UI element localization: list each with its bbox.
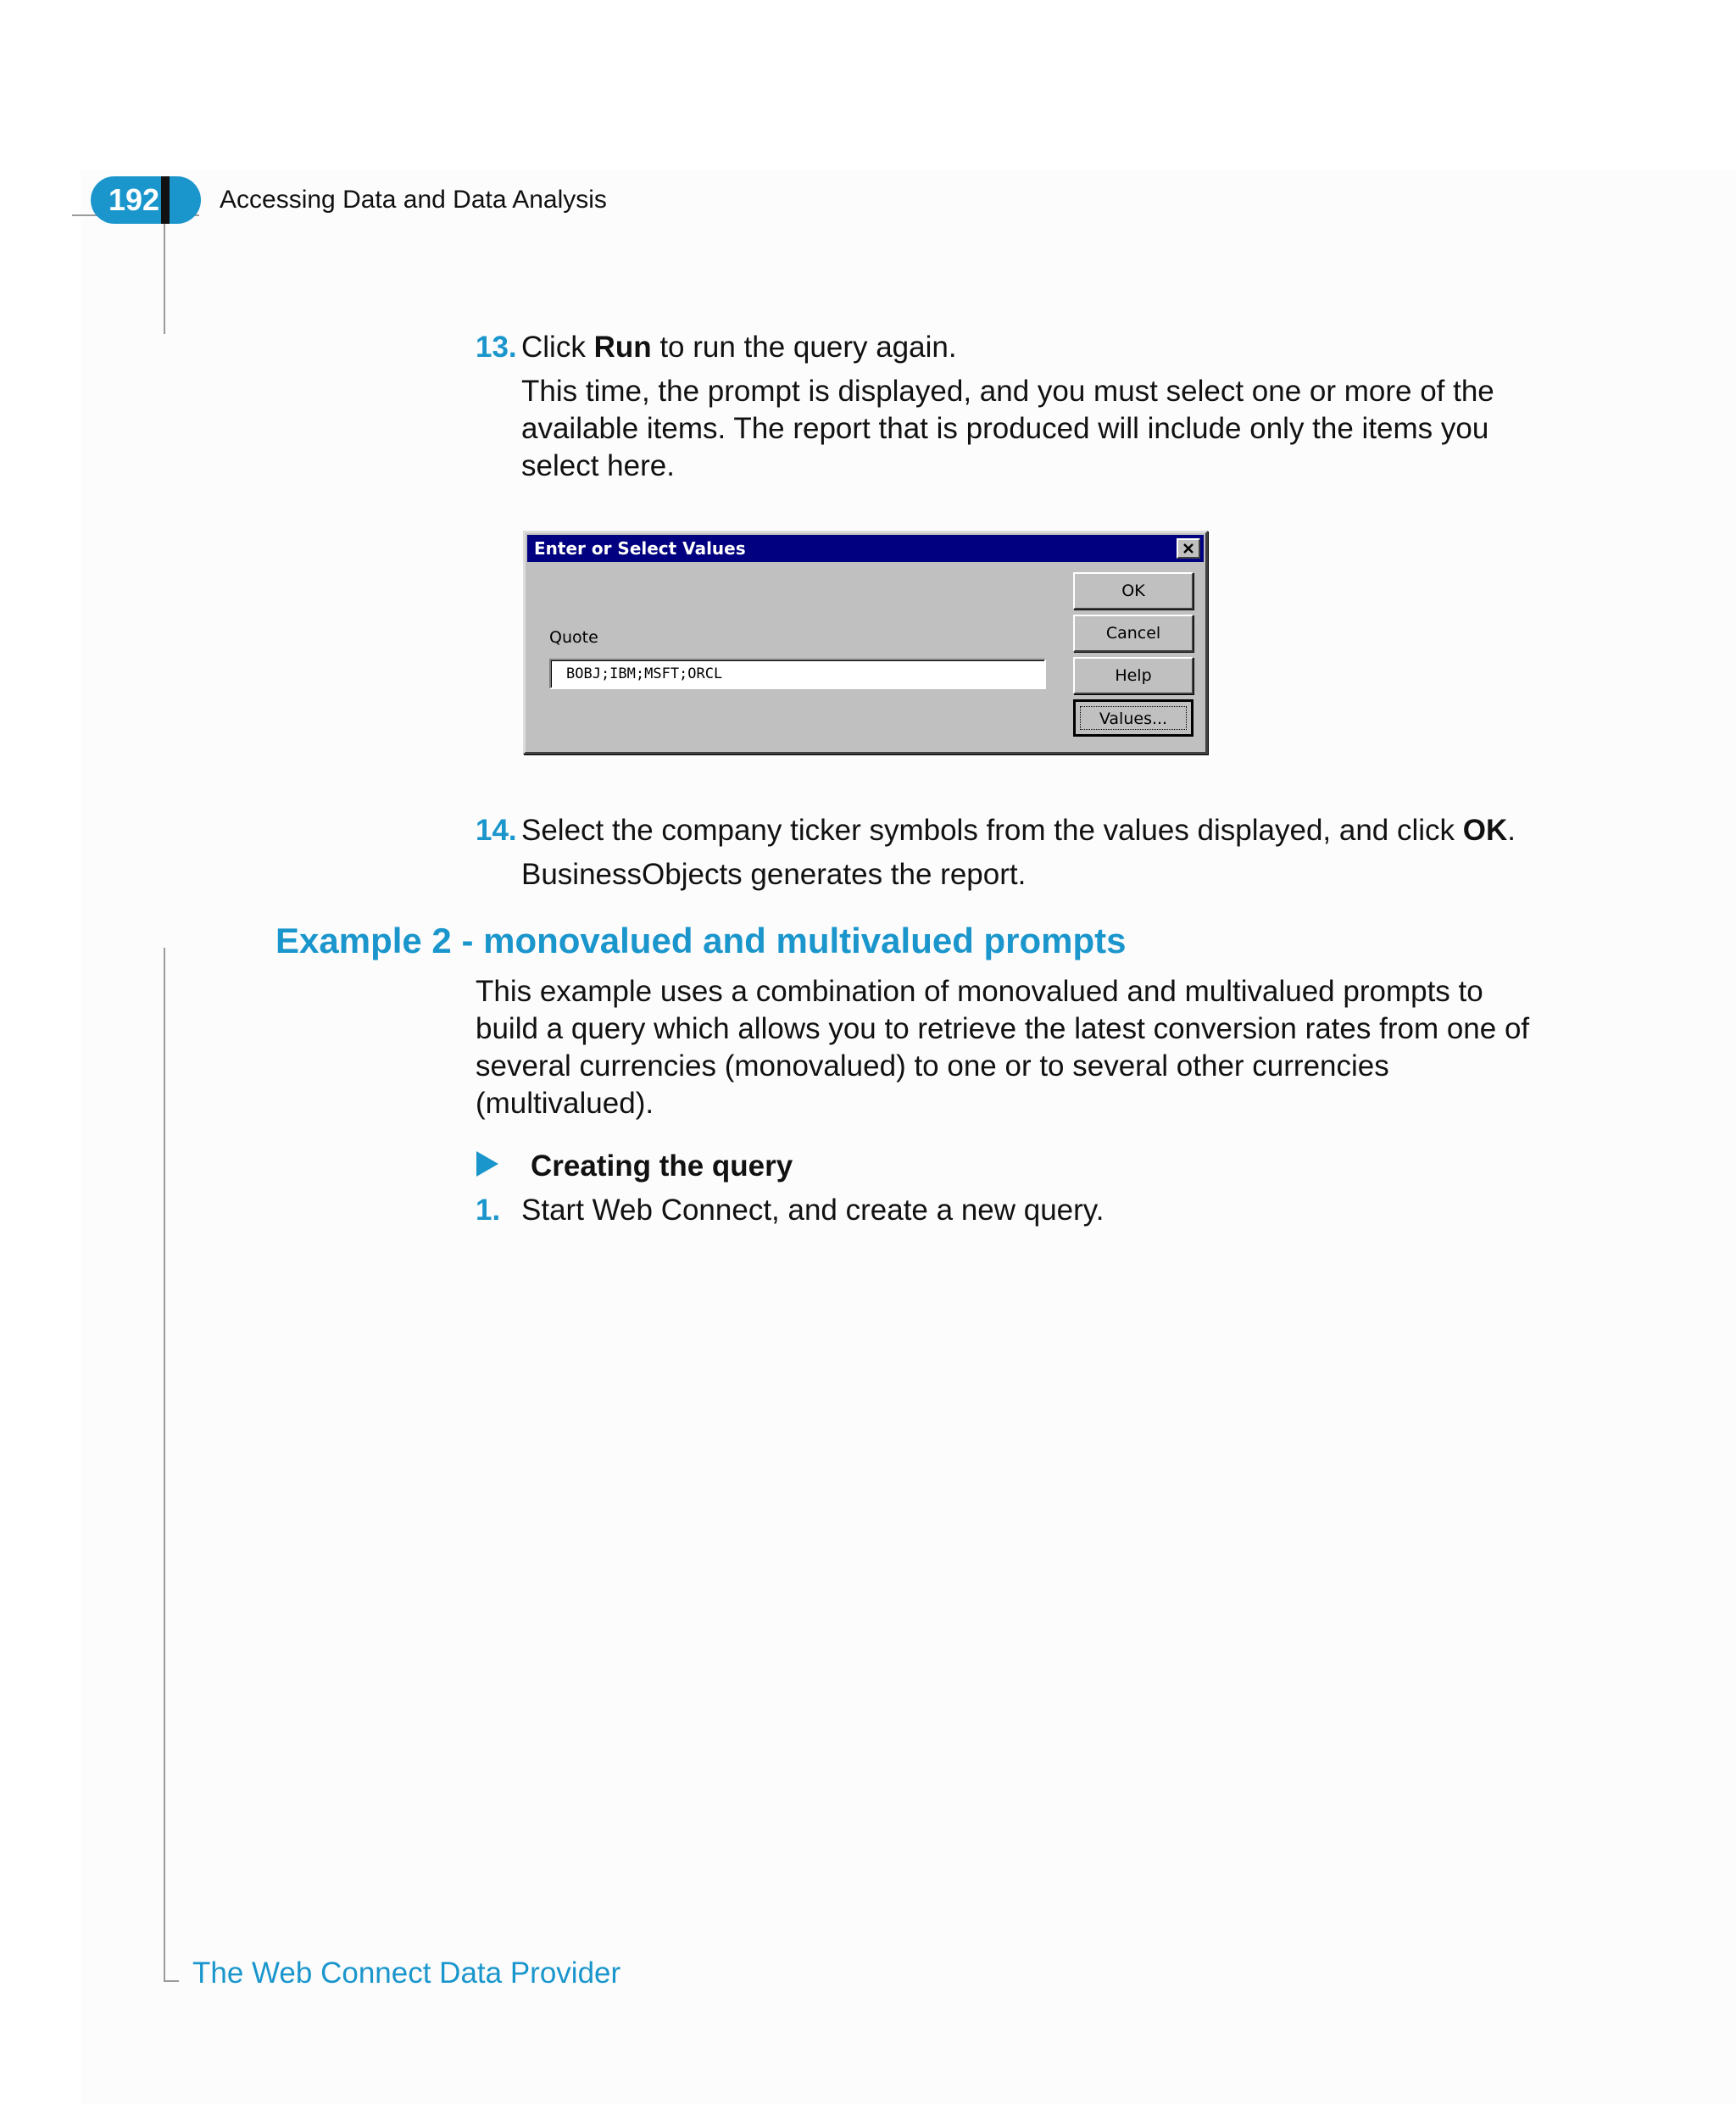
margin-rule-top: [164, 224, 165, 334]
running-header-title: Accessing Data and Data Analysis: [220, 186, 607, 214]
step-13-para-line-2: available items. The report that is produced will include only the items you: [521, 412, 1489, 445]
values-button[interactable]: [1073, 699, 1194, 737]
step-14-bold-ok: OK: [1462, 814, 1508, 847]
example-2-heading: Example 2 - monovalued and multivalued prompts: [275, 921, 1127, 960]
example-2-para-line-4: (multivalued).: [476, 1087, 654, 1120]
step-14-result: BusinessObjects generates the report.: [521, 858, 1027, 891]
step-1-text: Start Web Connect, and create a new query.: [521, 1194, 1104, 1227]
example-2-para-line-3: several currencies (monovalued) to one or to several other currencies: [476, 1049, 1389, 1083]
step-13-number: 13.: [476, 331, 517, 364]
page-number-bar: [161, 176, 170, 224]
step-13-instruction: Click Run to run the query again.: [521, 331, 957, 364]
dialog-close-button[interactable]: [1177, 538, 1200, 559]
step-13-bold-run: Run: [593, 331, 652, 364]
help-button[interactable]: Help: [1073, 657, 1194, 694]
values-button-label: Values...: [1080, 706, 1187, 730]
enter-or-select-values-dialog: [523, 531, 1208, 754]
procedure-title: Creating the query: [531, 1149, 793, 1183]
quote-field-label: Quote: [549, 628, 598, 647]
step-13-para-line-3: select here.: [521, 449, 675, 482]
example-2-para-line-1: This example uses a combination of monovalued and multivalued prompts to: [476, 975, 1483, 1008]
step-1-number: 1.: [476, 1194, 501, 1227]
procedure-arrow-icon: [476, 1151, 498, 1177]
footer-rule: [164, 1980, 179, 1982]
step-13-para-line-1: This time, the prompt is displayed, and you must select one or more of the: [521, 375, 1494, 408]
step-14-number: 14.: [476, 814, 517, 847]
page-background: [81, 170, 1736, 2104]
margin-rule-main: [164, 948, 165, 1982]
dialog-title: Enter or Select Values: [534, 538, 746, 559]
ok-button[interactable]: OK: [1073, 572, 1194, 609]
close-icon: [1182, 543, 1194, 554]
dialog-titlebar: [527, 535, 1204, 562]
page-number: 192: [108, 182, 160, 217]
quote-input[interactable]: BOBJ;IBM;MSFT;ORCL: [549, 659, 1046, 689]
example-2-para-line-2: build a query which allows you to retrieve the latest conversion rates from one of: [476, 1012, 1530, 1045]
footer-chapter-title: The Web Connect Data Provider: [192, 1956, 621, 1990]
cancel-button[interactable]: Cancel: [1073, 615, 1194, 652]
step-14-instruction: Select the company ticker symbols from the values displayed, and click OK.: [521, 814, 1516, 847]
